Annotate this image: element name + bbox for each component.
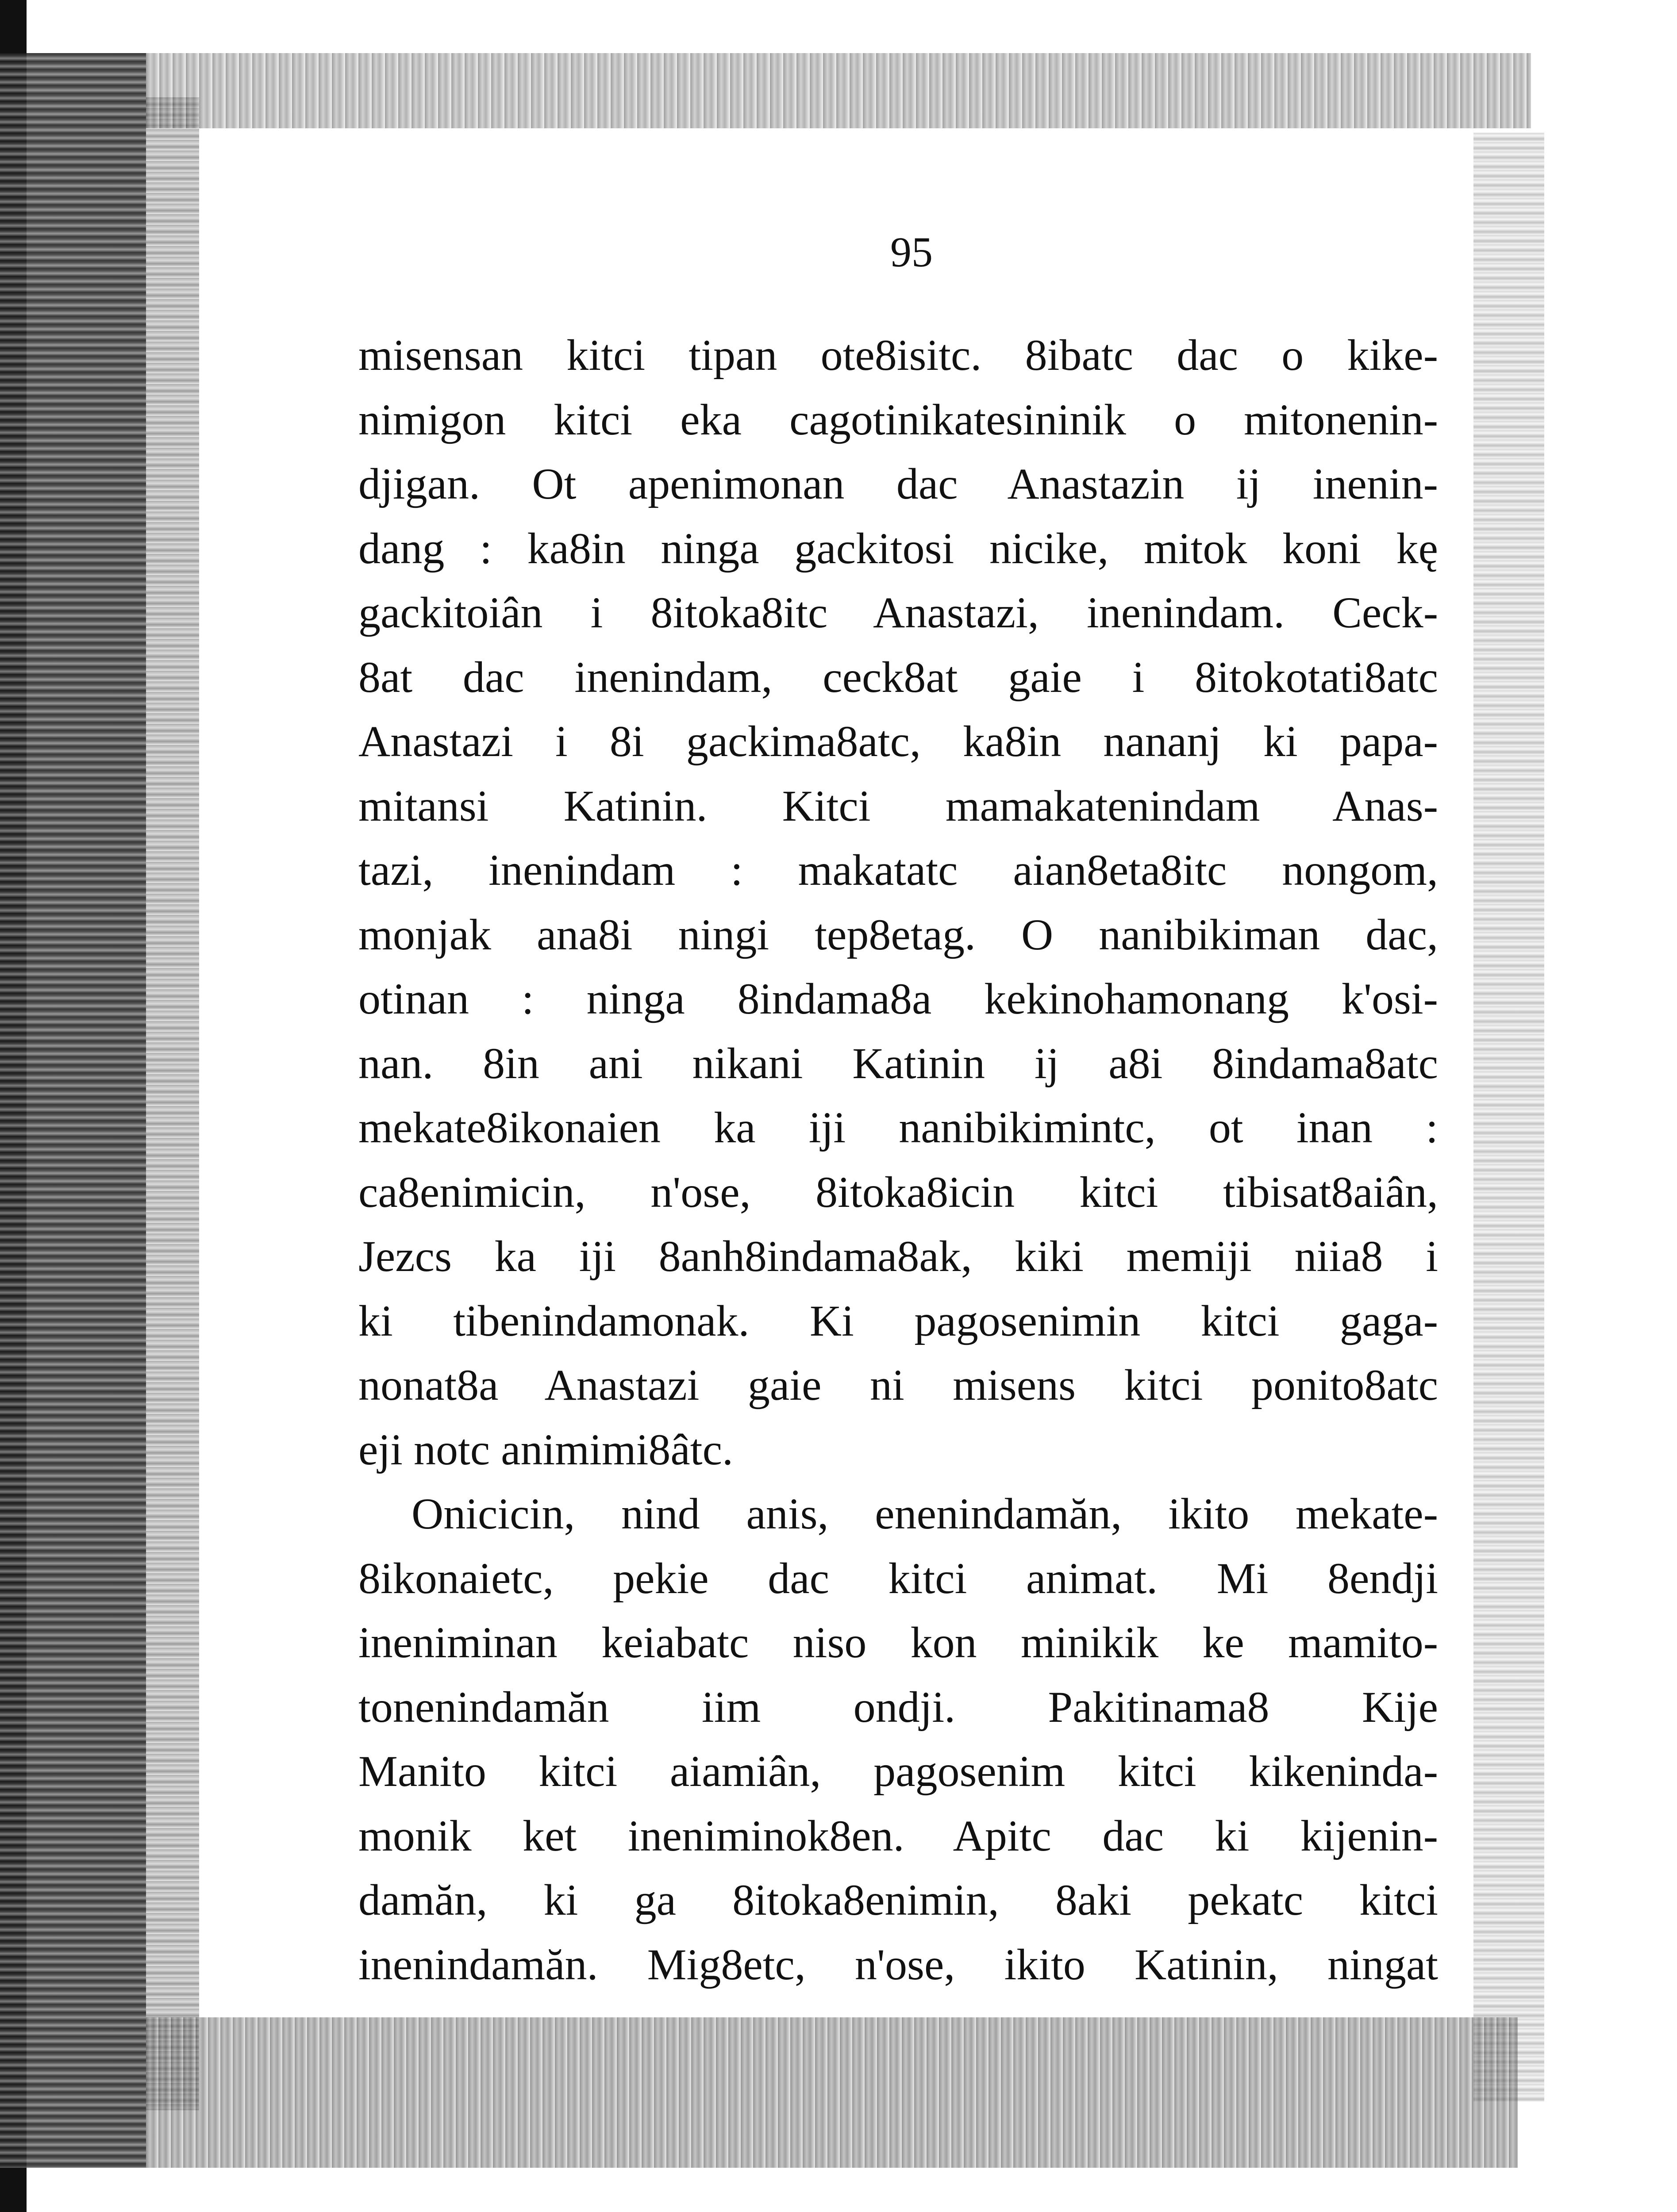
page-content xyxy=(358,226,1438,1997)
text-line: ca8enimicin, n'ose, 8itoka8icin kitci tibisat8aiân, xyxy=(358,1167,1438,1217)
scan-edge-bottom xyxy=(146,2017,1518,2168)
text-line: monjak ana8i ningi tep8etag. O nanibikiman dac, xyxy=(358,910,1438,959)
text-line: otinan : ninga 8indama8a kekinohamonang k'osi- xyxy=(358,974,1438,1023)
text-line: gackitoiân i 8itoka8itc Anastazi, inenindam. Ceck- xyxy=(358,588,1438,637)
text-line: damăn, ki ga 8itoka8enimin, 8aki pekatc kitci xyxy=(358,1875,1438,1924)
text-line: djigan. Ot apenimonan dac Anastazin ij inenin- xyxy=(358,459,1438,508)
text-line: mitansi Katinin. Kitci mamakatenindam Anas- xyxy=(358,781,1438,830)
paragraph xyxy=(358,323,1438,1482)
text-line: ki tibenindamonak. Ki pagosenimin kitci gaga- xyxy=(358,1296,1438,1345)
text-line: Manito kitci aiamiân, pagosenim kitci kikeninda- xyxy=(358,1747,1438,1796)
text-line: eji notc animimi8âtc. xyxy=(358,1425,733,1474)
text-line: monik ket ineniminok8en. Apitc dac ki kijenin- xyxy=(358,1811,1438,1860)
text-line: 8at dac inenindam, ceck8at gaie i 8itokotati8atc xyxy=(358,652,1438,702)
page-number: 95 xyxy=(890,228,933,276)
text-line: Jezcs ka iji 8anh8indama8ak, kiki memiji niia8 i xyxy=(358,1232,1438,1281)
text-line: Onicicin, nind anis, enenindamăn, ikito mekate- xyxy=(412,1489,1438,1538)
text-line: mekate8ikonaien ka iji nanibikimintc, ot inan : xyxy=(358,1103,1438,1152)
text-line: Anastazi i 8i gackima8atc, ka8in nananj ki papa- xyxy=(358,717,1438,766)
scan-edge-top xyxy=(146,53,1531,128)
text-line: 8ikonaietc, pekie dac kitci animat. Mi 8endji xyxy=(358,1553,1438,1603)
scan-edge-right xyxy=(1473,133,1544,2101)
text-line: misensan kitci tipan ote8isitc. 8ibatc dac o kike- xyxy=(358,330,1438,380)
text-line: nan. 8in ani nikani Katinin ij a8i 8indama8atc xyxy=(358,1038,1438,1088)
text-line: inenindamăn. Mig8etc, n'ose, ikito Katinin, ningat xyxy=(358,1939,1438,1989)
text-line: nimigon kitci eka cagotinikatesininik o mitonenin- xyxy=(358,395,1438,444)
scan-edge-left xyxy=(0,53,146,2168)
scan-edge-left-inner xyxy=(146,97,199,2110)
text-line: ineniminan keiabatc niso kon minikik ke mamito- xyxy=(358,1618,1438,1667)
text-line: tazi, inenindam : makatatc aian8eta8itc nongom, xyxy=(358,845,1438,895)
text-line: dang : ka8in ninga gackitosi nicike, mitok koni kę xyxy=(358,523,1438,573)
text-line: tonenindamăn iim ondji. Pakitinama8 Kije xyxy=(358,1682,1438,1732)
text-line: nonat8a Anastazi gaie ni misens kitci ponito8atc xyxy=(358,1360,1438,1409)
paragraph xyxy=(358,1482,1438,1997)
text-body xyxy=(358,323,1438,1997)
